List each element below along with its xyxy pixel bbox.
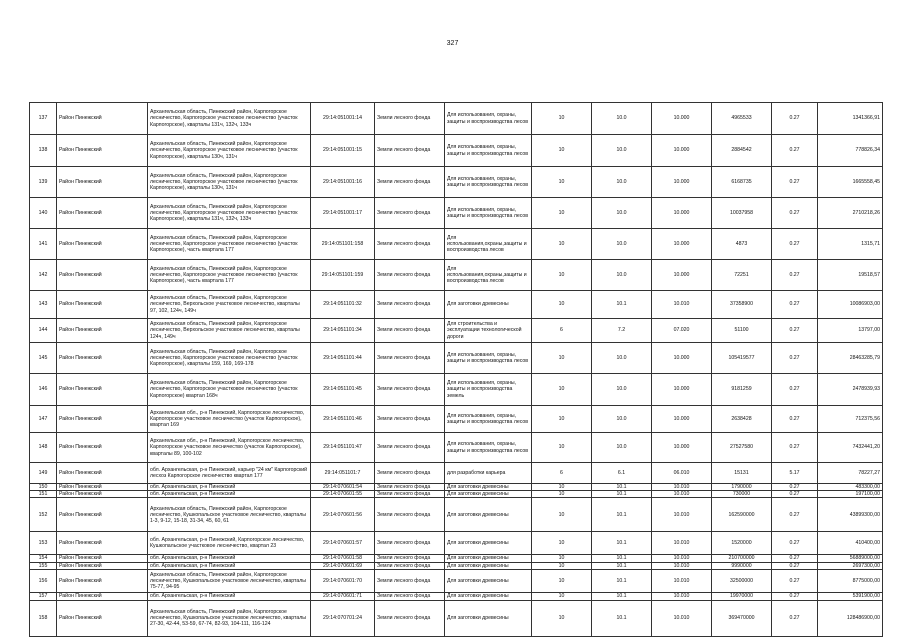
- cadastral-value-cell: 8775000,00: [818, 569, 883, 592]
- table-row: [30, 135, 883, 167]
- permitted-use-cell: Для заготовки древесины: [445, 569, 532, 592]
- address-cell: Архангельская область, Пинежский район, Карпогорское лесничество, Кушкопальское участковое лесничество, кварталы 27-30, 42-44, 53-59, 67-74, 82-93, 104-111, 116-124: [148, 600, 311, 636]
- address-cell: Архангельская область, Пинежский район, Карпогорское лесничество, Карпогорское участковое лесничество (участок Карпогорское), кварталы 130ч, 131ч: [148, 167, 311, 198]
- code-group-cell: 10: [532, 406, 592, 433]
- table-row: [30, 600, 883, 636]
- land-category-cell: Земли лесного фонда: [375, 103, 445, 135]
- district-cell: Район Пинежский: [57, 592, 148, 600]
- permitted-use-cell: Для использования, охраны, защиты и воспроизводства лесов: [445, 135, 532, 167]
- cadastral-value-cell: 43899300,00: [818, 498, 883, 532]
- cadastral-value-cell: 78227,27: [818, 463, 883, 484]
- table-row: [30, 229, 883, 260]
- rate-cell: 0.27: [772, 433, 818, 463]
- code-cell: 06.010: [652, 463, 712, 484]
- code-group-cell: 10: [532, 484, 592, 491]
- land-category-cell: Земли лесного фонда: [375, 555, 445, 562]
- code-subgroup-cell: 10.1: [592, 291, 652, 319]
- district-cell: Район Пинежский: [57, 433, 148, 463]
- table-row: [30, 463, 883, 484]
- code-cell: 10.010: [652, 484, 712, 491]
- rate-cell: 5.17: [772, 463, 818, 484]
- code-group-cell: 10: [532, 374, 592, 406]
- area-cell: 15131: [712, 463, 772, 484]
- code-subgroup-cell: 10.0: [592, 343, 652, 374]
- code-group-cell: 10: [532, 103, 592, 135]
- row-number-cell: 153: [30, 532, 57, 555]
- cadastral-number-cell: 29:14:070601:71: [311, 592, 375, 600]
- address-cell: обл. Архангельская, р-н Пинежский, Карпогорское лесничество, Кушкопальское участковое лесничество, квартал 23: [148, 532, 311, 555]
- table-row: [30, 498, 883, 532]
- district-cell: Район Пинежский: [57, 319, 148, 343]
- land-category-cell: Земли лесного фонда: [375, 491, 445, 498]
- table-row: [30, 562, 883, 569]
- address-cell: Архангельская область, Пинежский район, Карпогорское лесничество, Кушкопальское участковое лесничество, кварталы 1-3, 9-12, 15-18, 31-34, 45, 60, 61: [148, 498, 311, 532]
- code-subgroup-cell: 10.1: [592, 491, 652, 498]
- code-cell: 10.000: [652, 433, 712, 463]
- district-cell: Район Пинежский: [57, 229, 148, 260]
- permitted-use-cell: Для использования,охраны,защиты и воспроизводства лесов: [445, 229, 532, 260]
- rate-cell: 0.27: [772, 532, 818, 555]
- cadastral-value-cell: 7432441,20: [818, 433, 883, 463]
- cadastral-value-cell: 13797,00: [818, 319, 883, 343]
- address-cell: обл. Архангельская, р-н Пинежский, карьер "24 км" Карпогорский лесхоз Карпогорское лесничество квартал 177: [148, 463, 311, 484]
- area-cell: 1790000: [712, 484, 772, 491]
- code-subgroup-cell: 10.0: [592, 103, 652, 135]
- area-cell: 51100: [712, 319, 772, 343]
- land-category-cell: Земли лесного фонда: [375, 562, 445, 569]
- rate-cell: 0.27: [772, 592, 818, 600]
- row-number-cell: 156: [30, 569, 57, 592]
- permitted-use-cell: Для использования,охраны,защиты и воспроизводства лесов: [445, 260, 532, 291]
- cadastral-value-cell: 56889000,00: [818, 555, 883, 562]
- table-row: [30, 319, 883, 343]
- rate-cell: 0.27: [772, 484, 818, 491]
- permitted-use-cell: Для использования, охраны, защиты и воспроизводства лесов: [445, 406, 532, 433]
- code-group-cell: 10: [532, 135, 592, 167]
- permitted-use-cell: Для заготовки древесины: [445, 491, 532, 498]
- code-cell: 10.010: [652, 498, 712, 532]
- land-category-cell: Земли лесного фонда: [375, 592, 445, 600]
- table-row: [30, 433, 883, 463]
- cadastral-value-cell: 778826,34: [818, 135, 883, 167]
- area-cell: 2884542: [712, 135, 772, 167]
- address-cell: Архангельская область, Пинежский район, Карпогорское лесничество, Карпогорское участковое лесничество (участок Карпогорское), часть квартала 177: [148, 260, 311, 291]
- code-group-cell: 6: [532, 319, 592, 343]
- address-cell: Архангельская обл., р-н Пинежский, Карпогорское лесничество, Карпогорское участковое лесничество (участок Карпогорское), квартал 169: [148, 406, 311, 433]
- area-cell: 4965533: [712, 103, 772, 135]
- address-cell: обл. Архангельская, р-н Пинежский: [148, 562, 311, 569]
- code-group-cell: 6: [532, 463, 592, 484]
- code-cell: 10.010: [652, 592, 712, 600]
- permitted-use-cell: Для заготовки древесины: [445, 592, 532, 600]
- row-number-cell: 154: [30, 555, 57, 562]
- area-cell: 730000: [712, 491, 772, 498]
- permitted-use-cell: Для заготовки древесины: [445, 484, 532, 491]
- row-number-cell: 157: [30, 592, 57, 600]
- rate-cell: 0.27: [772, 562, 818, 569]
- district-cell: Район Пинежский: [57, 463, 148, 484]
- code-cell: 10.010: [652, 491, 712, 498]
- rate-cell: 0.27: [772, 491, 818, 498]
- address-cell: обл. Архангельская, р-н Пинежский: [148, 555, 311, 562]
- row-number-cell: 143: [30, 291, 57, 319]
- table-row: [30, 484, 883, 491]
- land-category-cell: Земли лесного фонда: [375, 198, 445, 229]
- code-subgroup-cell: 10.1: [592, 498, 652, 532]
- cadastral-number-cell: 29:14:070601:56: [311, 498, 375, 532]
- cadastral-number-cell: 29:14:051101:45: [311, 374, 375, 406]
- code-group-cell: 10: [532, 343, 592, 374]
- code-group-cell: 10: [532, 167, 592, 198]
- code-subgroup-cell: 10.1: [592, 532, 652, 555]
- row-number-cell: 152: [30, 498, 57, 532]
- land-category-cell: Земли лесного фонда: [375, 484, 445, 491]
- permitted-use-cell: Для использования, охраны, защиты и воспроизводства земель: [445, 374, 532, 406]
- land-category-cell: Земли лесного фонда: [375, 498, 445, 532]
- code-subgroup-cell: 10.0: [592, 374, 652, 406]
- code-cell: 10.010: [652, 600, 712, 636]
- cadastral-value-cell: 2478939,93: [818, 374, 883, 406]
- row-number-cell: 142: [30, 260, 57, 291]
- address-cell: Архангельская область, Пинежский район, Карпогорское лесничество, Кушкопальское участковое лесничество, кварталы 75-77, 94-95: [148, 569, 311, 592]
- row-number-cell: 140: [30, 198, 57, 229]
- cadastral-number-cell: 29:14:070601:57: [311, 532, 375, 555]
- district-cell: Район Пинежский: [57, 167, 148, 198]
- code-subgroup-cell: 10.1: [592, 484, 652, 491]
- code-subgroup-cell: 10.1: [592, 600, 652, 636]
- cadastral-number-cell: 29:14:051001:17: [311, 198, 375, 229]
- table-row: [30, 167, 883, 198]
- table-row: [30, 569, 883, 592]
- district-cell: Район Пинежский: [57, 562, 148, 569]
- district-cell: Район Пинежский: [57, 498, 148, 532]
- code-subgroup-cell: 10.0: [592, 198, 652, 229]
- code-cell: 10.000: [652, 406, 712, 433]
- rate-cell: 0.27: [772, 319, 818, 343]
- address-cell: обл. Архангельская, р-н Пинежский: [148, 592, 311, 600]
- code-group-cell: 10: [532, 569, 592, 592]
- area-cell: 27527580: [712, 433, 772, 463]
- code-cell: 10.010: [652, 569, 712, 592]
- code-cell: 10.000: [652, 167, 712, 198]
- cadastral-number-cell: 29:14:051101:159: [311, 260, 375, 291]
- district-cell: Район Пинежский: [57, 406, 148, 433]
- permitted-use-cell: Для заготовки древесины: [445, 600, 532, 636]
- permitted-use-cell: Для использования, охраны, защиты и воспроизводства лесов: [445, 103, 532, 135]
- cadastral-number-cell: 29:14:051101:7: [311, 463, 375, 484]
- rate-cell: 0.27: [772, 260, 818, 291]
- code-group-cell: 10: [532, 498, 592, 532]
- row-number-cell: 144: [30, 319, 57, 343]
- area-cell: 72251: [712, 260, 772, 291]
- table-body: [30, 103, 883, 637]
- code-subgroup-cell: 10.1: [592, 592, 652, 600]
- page-number: 327: [446, 40, 459, 47]
- cadastral-number-cell: 29:14:070601:55: [311, 491, 375, 498]
- table-row: [30, 343, 883, 374]
- code-subgroup-cell: 7.2: [592, 319, 652, 343]
- district-cell: Район Пинежский: [57, 260, 148, 291]
- cadastral-value-cell: 712375,56: [818, 406, 883, 433]
- code-group-cell: 10: [532, 491, 592, 498]
- district-cell: Район Пинежский: [57, 198, 148, 229]
- code-cell: 10.010: [652, 562, 712, 569]
- code-group-cell: 10: [532, 562, 592, 569]
- cadastral-value-cell: 10086903,00: [818, 291, 883, 319]
- permitted-use-cell: для разработки карьера: [445, 463, 532, 484]
- land-category-cell: Земли лесного фонда: [375, 569, 445, 592]
- district-cell: Район Пинежский: [57, 491, 148, 498]
- address-cell: обл. Архангельская, р-н Пинежский: [148, 484, 311, 491]
- code-subgroup-cell: 10.1: [592, 569, 652, 592]
- address-cell: Архангельская область, Пинежский район, Карпогорское лесничество, Карпогорское участковое лесничество (участок Карпогорское), часть квартала 177: [148, 229, 311, 260]
- row-number-cell: 137: [30, 103, 57, 135]
- area-cell: 369470000: [712, 600, 772, 636]
- code-subgroup-cell: 10.1: [592, 562, 652, 569]
- cadastral-number-cell: 29:14:070601:69: [311, 562, 375, 569]
- code-cell: 10.000: [652, 374, 712, 406]
- rate-cell: 0.27: [772, 374, 818, 406]
- permitted-use-cell: Для использования, охраны, защиты и воспроизводства лесов: [445, 167, 532, 198]
- permitted-use-cell: Для использования, охраны, защиты и воспроизводства лесов: [445, 433, 532, 463]
- code-group-cell: 10: [532, 260, 592, 291]
- code-group-cell: 10: [532, 229, 592, 260]
- district-cell: Район Пинежский: [57, 555, 148, 562]
- land-plots-table: [29, 102, 883, 637]
- district-cell: Район Пинежский: [57, 374, 148, 406]
- rate-cell: 0.27: [772, 600, 818, 636]
- rate-cell: 0.27: [772, 103, 818, 135]
- cadastral-number-cell: 29:14:051101:46: [311, 406, 375, 433]
- land-category-cell: Земли лесного фонда: [375, 406, 445, 433]
- cadastral-value-cell: 128486900,00: [818, 600, 883, 636]
- table-row: [30, 198, 883, 229]
- cadastral-number-cell: 29:14:051101:34: [311, 319, 375, 343]
- cadastral-number-cell: 29:14:070601:58: [311, 555, 375, 562]
- rate-cell: 0.27: [772, 498, 818, 532]
- row-number-cell: 158: [30, 600, 57, 636]
- table-row: [30, 491, 883, 498]
- area-cell: 9181259: [712, 374, 772, 406]
- table-row: [30, 103, 883, 135]
- area-cell: 162590000: [712, 498, 772, 532]
- row-number-cell: 148: [30, 433, 57, 463]
- area-cell: 9990000: [712, 562, 772, 569]
- cadastral-number-cell: 29:14:051101:158: [311, 229, 375, 260]
- code-group-cell: 10: [532, 600, 592, 636]
- code-cell: 10.000: [652, 343, 712, 374]
- area-cell: 210700000: [712, 555, 772, 562]
- address-cell: обл. Архангельская, р-н Пинежский: [148, 491, 311, 498]
- code-cell: 10.010: [652, 532, 712, 555]
- district-cell: Район Пинежский: [57, 600, 148, 636]
- code-subgroup-cell: 10.1: [592, 555, 652, 562]
- cadastral-number-cell: 29:14:051101:47: [311, 433, 375, 463]
- cadastral-number-cell: 29:14:070601:70: [311, 569, 375, 592]
- row-number-cell: 146: [30, 374, 57, 406]
- area-cell: 105419577: [712, 343, 772, 374]
- code-subgroup-cell: 10.0: [592, 135, 652, 167]
- permitted-use-cell: Для заготовки древесины: [445, 555, 532, 562]
- cadastral-value-cell: 2710218,26: [818, 198, 883, 229]
- code-group-cell: 10: [532, 433, 592, 463]
- area-cell: 10037958: [712, 198, 772, 229]
- rate-cell: 0.27: [772, 343, 818, 374]
- code-group-cell: 10: [532, 198, 592, 229]
- address-cell: Архангельская область, Пинежский район, Карпогорское лесничество, Карпогорское участковое лесничество (участок Карпогорское), кварталы 131ч, 132ч, 133ч: [148, 103, 311, 135]
- permitted-use-cell: Для заготовки древесины: [445, 291, 532, 319]
- table-row: [30, 260, 883, 291]
- cadastral-number-cell: 29:14:070701:24: [311, 600, 375, 636]
- cadastral-value-cell: 1341366,91: [818, 103, 883, 135]
- code-group-cell: 10: [532, 291, 592, 319]
- land-category-cell: Земли лесного фонда: [375, 229, 445, 260]
- code-group-cell: 10: [532, 555, 592, 562]
- land-category-cell: Земли лесного фонда: [375, 291, 445, 319]
- cadastral-number-cell: 29:14:051001:16: [311, 167, 375, 198]
- land-category-cell: Земли лесного фонда: [375, 433, 445, 463]
- cadastral-number-cell: 29:14:070601:54: [311, 484, 375, 491]
- rate-cell: 0.27: [772, 569, 818, 592]
- land-category-cell: Земли лесного фонда: [375, 374, 445, 406]
- row-number-cell: 138: [30, 135, 57, 167]
- cadastral-value-cell: 483300,00: [818, 484, 883, 491]
- code-subgroup-cell: 6.1: [592, 463, 652, 484]
- rate-cell: 0.27: [772, 135, 818, 167]
- rate-cell: 0.27: [772, 229, 818, 260]
- rate-cell: 0.27: [772, 555, 818, 562]
- district-cell: Район Пинежский: [57, 484, 148, 491]
- permitted-use-cell: Для заготовки древесины: [445, 562, 532, 569]
- area-cell: 4873: [712, 229, 772, 260]
- area-cell: 19970000: [712, 592, 772, 600]
- address-cell: Архангельская область, Пинежский район, Карпогорское лесничество, Карпогорское участковое лесничество (участок Карпогорское), кварталы 131ч, 132ч, 133ч: [148, 198, 311, 229]
- cadastral-number-cell: 29:14:051001:15: [311, 135, 375, 167]
- area-cell: 32500000: [712, 569, 772, 592]
- code-cell: 10.010: [652, 291, 712, 319]
- permitted-use-cell: Для использования, охраны, защиты и воспроизводства лесов: [445, 198, 532, 229]
- rate-cell: 0.27: [772, 291, 818, 319]
- code-subgroup-cell: 10.0: [592, 260, 652, 291]
- land-category-cell: Земли лесного фонда: [375, 260, 445, 291]
- cadastral-value-cell: 28463285,79: [818, 343, 883, 374]
- table-row: [30, 291, 883, 319]
- row-number-cell: 155: [30, 562, 57, 569]
- district-cell: Район Пинежский: [57, 569, 148, 592]
- code-subgroup-cell: 10.0: [592, 433, 652, 463]
- land-category-cell: Земли лесного фонда: [375, 319, 445, 343]
- cadastral-value-cell: 1315,71: [818, 229, 883, 260]
- code-cell: 10.010: [652, 555, 712, 562]
- address-cell: Архангельская область, Пинежский район, Карпогорское лесничество, Карпогорское участковое лесничество (участок Карпогорское) квартал 168ч: [148, 374, 311, 406]
- permitted-use-cell: Для использования, охраны, защиты и воспроизводства лесов: [445, 343, 532, 374]
- permitted-use-cell: Для заготовки древесины: [445, 498, 532, 532]
- row-number-cell: 145: [30, 343, 57, 374]
- address-cell: Архангельская область, Пинежский район, Карпогорское лесничество, Карпогорское участковое лесничество (участок Карпогорское), кварталы 130ч, 131ч: [148, 135, 311, 167]
- cadastral-value-cell: 2697300,00: [818, 562, 883, 569]
- code-cell: 10.000: [652, 229, 712, 260]
- area-cell: 1520000: [712, 532, 772, 555]
- code-cell: 10.000: [652, 198, 712, 229]
- cadastral-value-cell: 410400,00: [818, 532, 883, 555]
- code-subgroup-cell: 10.0: [592, 167, 652, 198]
- district-cell: Район Пинежский: [57, 103, 148, 135]
- land-category-cell: Земли лесного фонда: [375, 463, 445, 484]
- district-cell: Район Пинежский: [57, 291, 148, 319]
- land-category-cell: Земли лесного фонда: [375, 532, 445, 555]
- code-group-cell: 10: [532, 532, 592, 555]
- area-cell: 2638428: [712, 406, 772, 433]
- code-subgroup-cell: 10.0: [592, 229, 652, 260]
- district-cell: Район Пинежский: [57, 343, 148, 374]
- rate-cell: 0.27: [772, 198, 818, 229]
- table-row: [30, 374, 883, 406]
- code-cell: 10.000: [652, 135, 712, 167]
- table-row: [30, 406, 883, 433]
- row-number-cell: 149: [30, 463, 57, 484]
- address-cell: Архангельская область, Пинежский район, Карпогорское лесничество, Верхольское участковое лесничество, кварталы 97, 102, 124ч, 149ч: [148, 291, 311, 319]
- rate-cell: 0.27: [772, 406, 818, 433]
- cadastral-number-cell: 29:14:051101:32: [311, 291, 375, 319]
- area-cell: 6168735: [712, 167, 772, 198]
- district-cell: Район Пинежский: [57, 532, 148, 555]
- cadastral-value-cell: 5391900,00: [818, 592, 883, 600]
- land-category-cell: Земли лесного фонда: [375, 167, 445, 198]
- address-cell: Архангельская обл., р-н Пинежский, Карпогорское лесничество, Карпогорское участковое лесничество (участок Карпогорское), кварталы 89, 100-102: [148, 433, 311, 463]
- address-cell: Архангельская область, Пинежский район, Карпогорское лесничество, Верхольское участковое лесничество, кварталы 124ч, 149ч: [148, 319, 311, 343]
- row-number-cell: 150: [30, 484, 57, 491]
- area-cell: 37358900: [712, 291, 772, 319]
- cadastral-value-cell: 1665558,45: [818, 167, 883, 198]
- rate-cell: 0.27: [772, 167, 818, 198]
- code-cell: 10.000: [652, 103, 712, 135]
- table-row: [30, 592, 883, 600]
- table-row: [30, 555, 883, 562]
- land-category-cell: Земли лесного фонда: [375, 600, 445, 636]
- row-number-cell: 139: [30, 167, 57, 198]
- cadastral-number-cell: 29:14:051101:44: [311, 343, 375, 374]
- address-cell: Архангельская область, Пинежский район, Карпогорское лесничество, Карпогорское участковое лесничество (участок Карпогорское), кварталы 159, 169, 169-178: [148, 343, 311, 374]
- cadastral-number-cell: 29:14:051001:14: [311, 103, 375, 135]
- code-group-cell: 10: [532, 592, 592, 600]
- permitted-use-cell: Для заготовки древесины: [445, 532, 532, 555]
- land-category-cell: Земли лесного фонда: [375, 135, 445, 167]
- district-cell: Район Пинежский: [57, 135, 148, 167]
- code-subgroup-cell: 10.0: [592, 406, 652, 433]
- cadastral-value-cell: 197100,00: [818, 491, 883, 498]
- permitted-use-cell: Для строительства и эксплуатации технологической дороги: [445, 319, 532, 343]
- land-category-cell: Земли лесного фонда: [375, 343, 445, 374]
- row-number-cell: 147: [30, 406, 57, 433]
- code-cell: 07.020: [652, 319, 712, 343]
- table-row: [30, 532, 883, 555]
- cadastral-value-cell: 19518,57: [818, 260, 883, 291]
- row-number-cell: 151: [30, 491, 57, 498]
- code-cell: 10.000: [652, 260, 712, 291]
- row-number-cell: 141: [30, 229, 57, 260]
